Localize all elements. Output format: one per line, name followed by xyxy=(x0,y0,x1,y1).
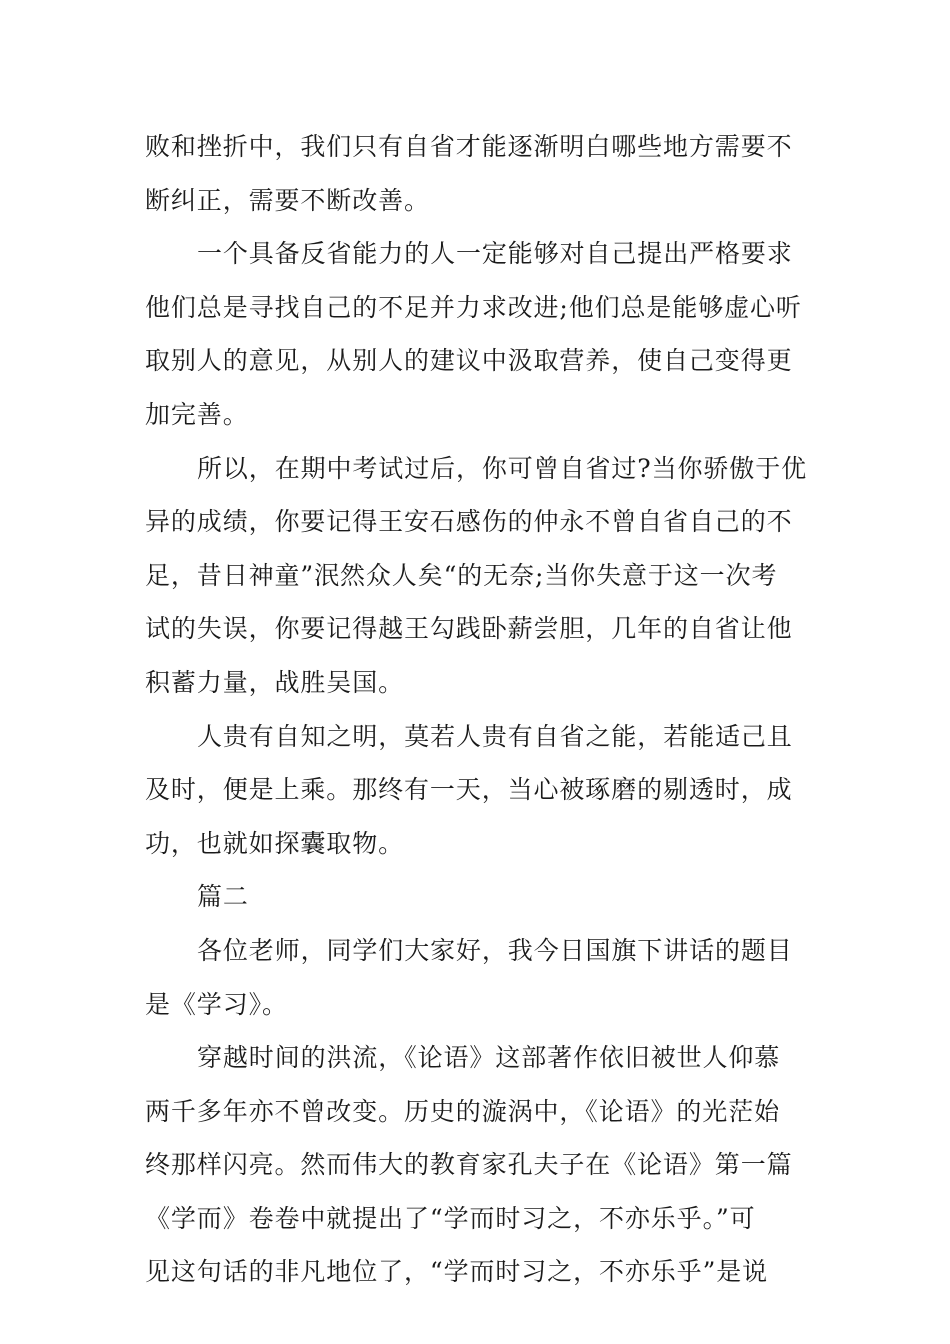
text-line: 穿越时间的洪流，《论语》这部著作依旧被世人仰慕 xyxy=(197,1043,781,1073)
text-line: 一个具备反省能力的人一定能够对自己提出严格要求 xyxy=(197,239,793,269)
text-line: 取别人的意见，从别人的建议中汲取营养，使自己变得更 xyxy=(145,346,793,376)
text-line: 他们总是寻找自己的不足并力求改进;他们总是能够虚心听 xyxy=(145,292,802,322)
text-line: 异的成绩，你要记得王安石感伤的仲永不曾自省自己的不 xyxy=(145,507,793,537)
text-line: 是《学习》。 xyxy=(145,989,288,1019)
text-line: 《学而》卷卷中就提出了“学而时习之，不亦乐乎。”可 xyxy=(145,1203,756,1233)
text-line: 足，昔日神童”泯然众人矣“的无奈;当你失意于这一次考 xyxy=(145,560,778,590)
document-body-text xyxy=(145,120,810,1299)
text-line: 篇二 xyxy=(197,882,249,912)
text-line: 试的失误，你要记得越王勾践卧薪尝胆，几年的自省让他 xyxy=(145,614,793,644)
text-line: 终那样闪亮。然而伟大的教育家孔夫子在《论语》第一篇 xyxy=(145,1150,793,1180)
text-line: 及时，便是上乘。那终有一天，当心被琢磨的剔透时，成 xyxy=(145,775,793,805)
text-line: 见这句话的非凡地位了，“学而时习之，不亦乐乎”是说 xyxy=(145,1257,769,1287)
text-line: 断纠正，需要不断改善。 xyxy=(145,185,430,215)
text-line: 人贵有自知之明，莫若人贵有自省之能，若能适己且 xyxy=(197,721,793,751)
text-line: 各位老师，同学们大家好，我今日国旗下讲话的题目 xyxy=(197,935,793,965)
text-line: 功，也就如探囊取物。 xyxy=(145,828,405,858)
text-line: 所以，在期中考试过后，你可曾自省过?当你骄傲于优 xyxy=(197,453,808,483)
text-line: 加完善。 xyxy=(145,399,249,429)
text-line: 积蓄力量，战胜吴国。 xyxy=(145,667,405,697)
text-line: 败和挫折中，我们只有自省才能逐渐明白哪些地方需要不 xyxy=(145,132,793,161)
text-line: 两千多年亦不曾改变。历史的漩涡中，《论语》的光茫始 xyxy=(145,1096,781,1126)
